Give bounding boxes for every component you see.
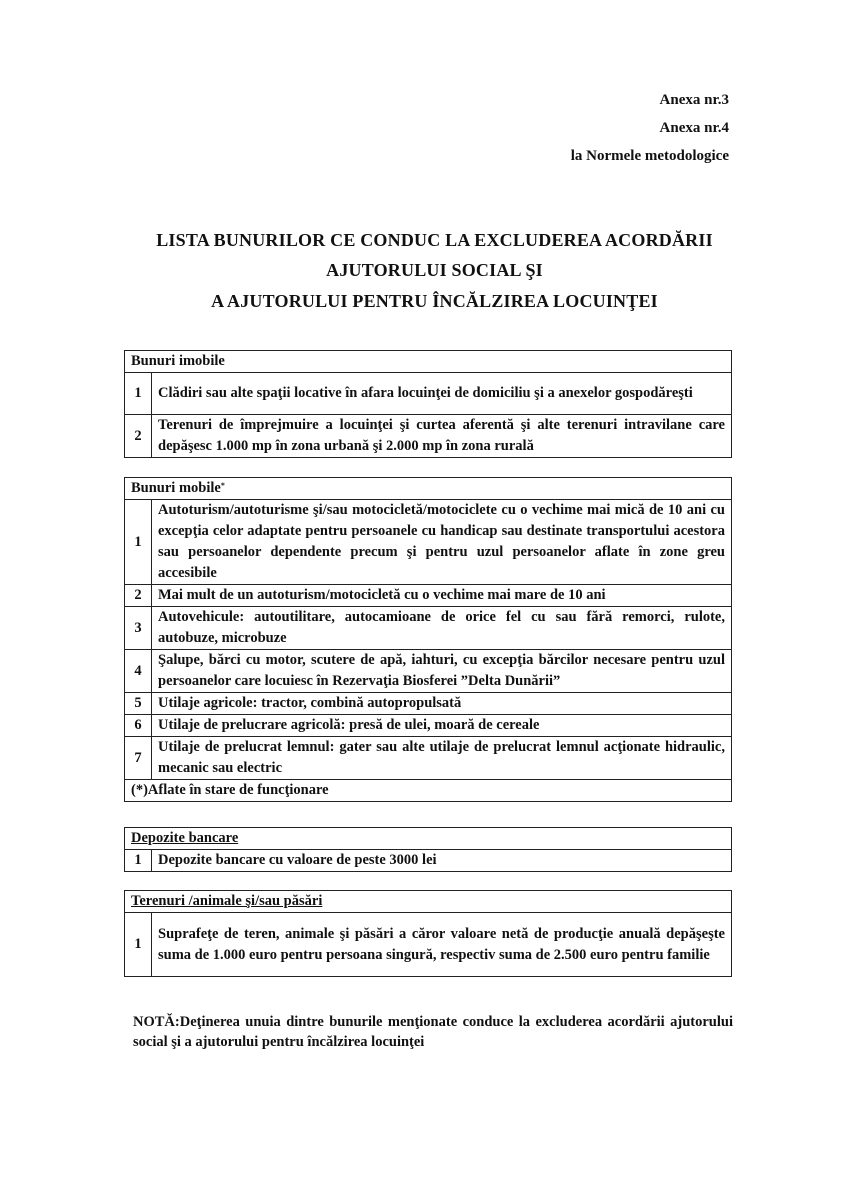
- footnote-marker: *: [220, 481, 225, 490]
- section-heading-imobile: Bunuri imobile: [125, 351, 732, 373]
- document-title-line-1: LISTA BUNURILOR CE CONDUC LA EXCLUDEREA ACORDĂRII: [156, 230, 713, 250]
- row-number: 7: [125, 737, 152, 780]
- row-text: Autoturism/autoturisme şi/sau motocicletă/motociclete cu o vechime mai mică de 10 ani cu excepţia celor adaptate pentru persoanele cu handicap sau destinate transportului acestora sau persoanelor dependente precum şi pentru uzul persoanelor aflate în zone greu accesibile: [152, 500, 732, 585]
- row-text: Utilaje de prelucrare agricolă: presă de ulei, moară de cereale: [152, 715, 732, 737]
- row-text: Utilaje agricole: tractor, combină autopropulsată: [152, 693, 732, 715]
- section-heading-depozite: [125, 828, 732, 850]
- row-text: Suprafeţe de teren, animale şi păsări a căror valoare netă de producţie anuală depăşeşte suma de 1.000 euro pentru persoana singură, respectiv suma de 2.500 euro pentru familie: [152, 913, 732, 977]
- document-title-line-3: A AJUTORULUI PENTRU ÎNCĂLZIREA LOCUINŢEI: [211, 291, 658, 311]
- table-row: [125, 850, 732, 872]
- table-heading-row: [125, 828, 732, 850]
- row-number: 4: [125, 650, 152, 693]
- section-heading-mobile: [125, 478, 732, 500]
- row-text: Autovehicule: autoutilitare, autocamioane de orice fel cu sau fără remorci, rulote, autobuze, microbuze: [152, 607, 732, 650]
- table-footnote-row: [125, 780, 732, 802]
- table-row: [125, 415, 732, 458]
- table-row: [125, 373, 732, 415]
- table-heading-row: [125, 351, 732, 373]
- row-text: Terenuri de împrejmuire a locuinţei şi curtea aferentă şi alte terenuri intravilane care depăşesc 1.000 mp în zona urbană şi 2.000 mp în zona rurală: [152, 415, 732, 458]
- row-number: 6: [125, 715, 152, 737]
- table-terenuri-animale: [124, 890, 732, 977]
- annex-number-3: Anexa nr.3: [659, 92, 729, 108]
- row-number: 2: [125, 585, 152, 607]
- row-number: 1: [125, 500, 152, 585]
- row-number: 2: [125, 415, 152, 458]
- table-row: [125, 607, 732, 650]
- annex-number-4: Anexa nr.4: [659, 120, 729, 136]
- table-heading-row: [125, 891, 732, 913]
- row-text: Depozite bancare cu valoare de peste 3000 lei: [152, 850, 732, 872]
- row-number: 1: [125, 373, 152, 415]
- document-title-line-2: AJUTORULUI SOCIAL ŞI: [326, 260, 543, 280]
- section-heading-mobile-label: Bunuri mobile: [131, 480, 221, 496]
- row-number: 5: [125, 693, 152, 715]
- row-number: 1: [125, 913, 152, 977]
- section-heading-terenuri-label: Terenuri /animale şi/sau păsări: [131, 893, 323, 909]
- table-row: [125, 693, 732, 715]
- table-row: [125, 913, 732, 977]
- table-depozite-bancare: [124, 827, 732, 872]
- table-bunuri-imobile: [124, 350, 732, 458]
- table-row: [125, 585, 732, 607]
- footnote-text: (*)Aflate în stare de funcţionare: [125, 780, 732, 802]
- section-heading-terenuri: [125, 891, 732, 913]
- row-number: 1: [125, 850, 152, 872]
- table-row: [125, 500, 732, 585]
- row-number: 3: [125, 607, 152, 650]
- row-text: Utilaje de prelucrat lemnul: gater sau alte utilaje de prelucrat lemnul acţionate hidraulic, mecanic sau electric: [152, 737, 732, 780]
- table-heading-row: [125, 478, 732, 500]
- note-paragraph: NOTĂ:Deţinerea unuia dintre bunurile menţionate conduce la excluderea acordării ajutorului social şi a ajutorului pentru încălzirea locuinţei: [133, 1014, 733, 1050]
- row-text: Şalupe, bărci cu motor, scutere de apă, iahturi, cu excepţia bărcilor necesare pentru uzul persoanelor care locuiesc în Rezervaţia Biosferei ”Delta Dunării”: [152, 650, 732, 693]
- table-row: [125, 737, 732, 780]
- row-text: Clădiri sau alte spaţii locative în afara locuinţei de domiciliu şi a anexelor gospodăreşti: [152, 373, 732, 415]
- table-row: [125, 650, 732, 693]
- row-text: Mai mult de un autoturism/motocicletă cu o vechime mai mare de 10 ani: [152, 585, 732, 607]
- section-heading-depozite-label: Depozite bancare: [131, 830, 239, 846]
- annex-reference: la Normele metodologice: [570, 148, 729, 164]
- table-bunuri-mobile: [124, 477, 732, 802]
- table-row: [125, 715, 732, 737]
